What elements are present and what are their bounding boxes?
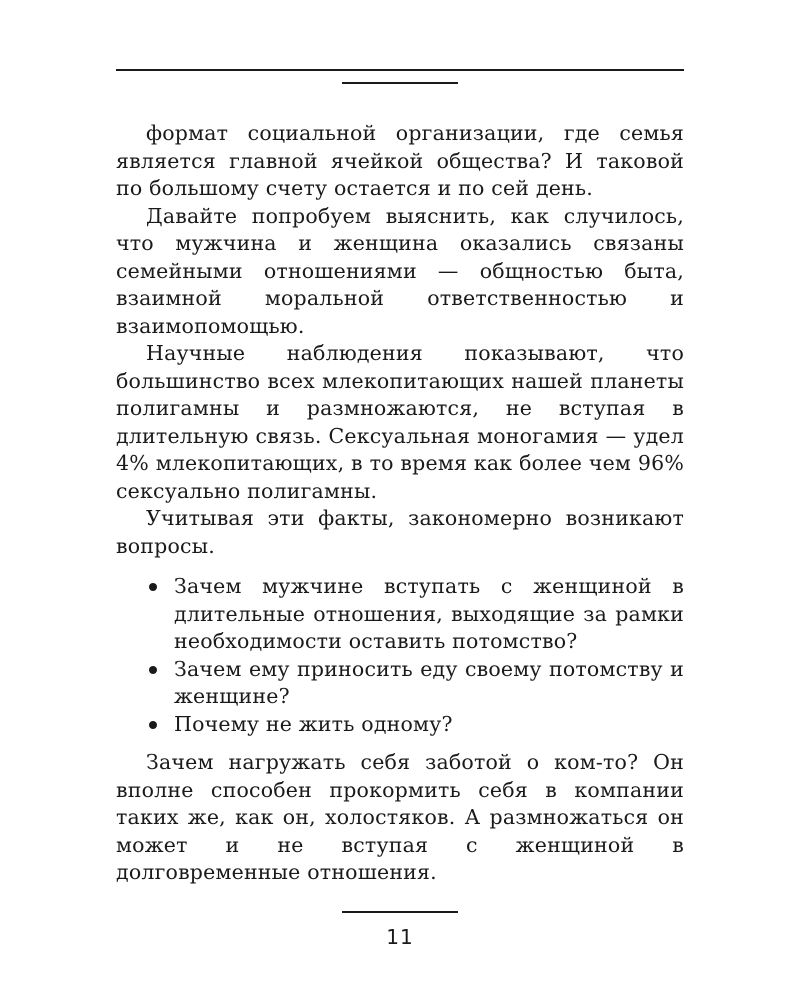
header-rule-long	[116, 69, 684, 71]
list-item-text: Зачем мужчине вступать с женщиной в длительные отношения, выходящие за рамки необходимости оставить потомство?	[174, 574, 684, 653]
bullet-icon	[149, 721, 157, 729]
list-item-text: Зачем ему приносить еду своему потомству и женщине?	[174, 656, 684, 708]
paragraph-4: Учитывая эти факты, закономерно возникают вопросы.	[116, 506, 684, 558]
list-item-text: Почему не жить одному?	[174, 711, 453, 736]
bullet-icon	[149, 666, 157, 674]
body-text	[116, 120, 684, 887]
paragraph-5: Зачем нагружать себя заботой о ком-то? Он вполне способен прокормить себя в компании таких же, как он, холостяков. А размножаться он может и не вступая с женщиной в долговременные отношения.	[116, 750, 684, 884]
paragraph-3: Научные наблюдения показывают, что большинство всех млекопитающих нашей планеты полигамны и размножаются, не вступая в длительную связь. Сексуальная моногамия — удел 4% млекопитающих, в то время как более чем 96% сексуально полигамны.	[116, 341, 684, 503]
list-item	[116, 656, 684, 711]
list-item	[116, 573, 684, 656]
paragraph-1: формат социальной организации, где семья является главной ячейкой общества? И таковой по большому счету остается и по сей день.	[116, 121, 684, 200]
page-number: 11	[386, 925, 414, 949]
header-rule-short	[342, 82, 458, 84]
footer-rule	[342, 911, 458, 913]
list-item	[116, 711, 684, 739]
bullet-icon	[149, 583, 157, 591]
paragraph-2: Давайте попробуем выяснить, как случилось, что мужчина и женщина оказались связаны семейными отношениями — общностью быта, взаимной моральной ответственностью и взаимопомощью.	[116, 203, 684, 338]
question-list	[116, 573, 684, 738]
